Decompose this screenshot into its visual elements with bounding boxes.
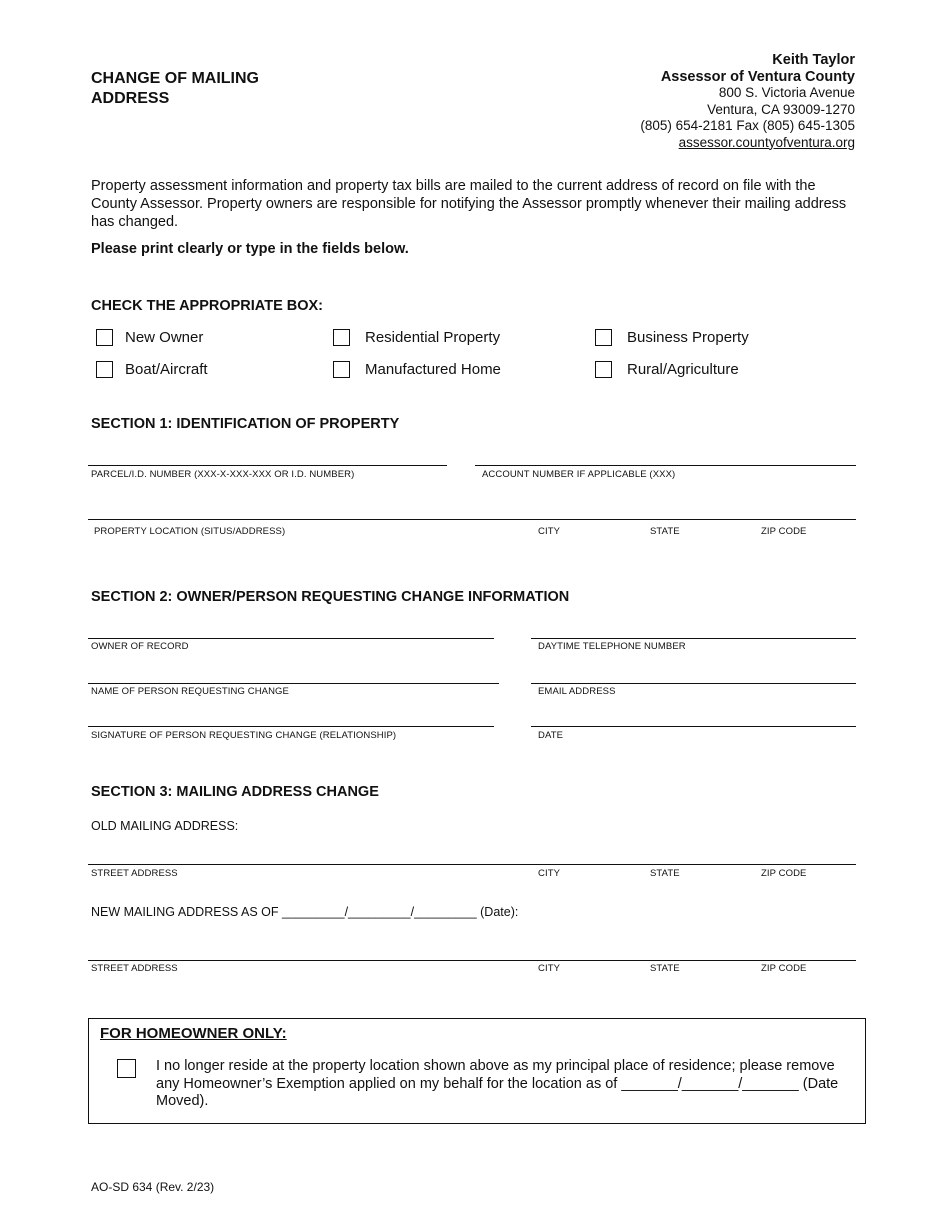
new-address-field[interactable] <box>88 960 856 961</box>
assessor-name: Keith Taylor <box>772 52 855 68</box>
assessor-phone-fax: (805) 654-2181 Fax (805) 645-1305 <box>640 118 855 133</box>
assessor-contact <box>640 52 855 151</box>
owner-of-record-label: OWNER OF RECORD <box>91 641 189 652</box>
email-address-label: EMAIL ADDRESS <box>538 686 616 697</box>
account-number-field[interactable] <box>475 465 856 466</box>
assessor-address-line1: 800 S. Victoria Avenue <box>718 85 855 100</box>
checkbox-residential-property[interactable] <box>333 329 500 346</box>
email-address-field[interactable] <box>531 683 856 684</box>
checkbox-new-owner[interactable] <box>96 329 203 346</box>
new-mailing-address-label: NEW MAILING ADDRESS AS OF _________/_________/_________ (Date): <box>91 905 519 919</box>
checkbox-business-property[interactable] <box>595 329 749 346</box>
checkbox-boat-aircraft[interactable] <box>96 361 208 378</box>
parcel-number-label: PARCEL/I.D. NUMBER (XXX-X-XXX-XXX OR I.D. NUMBER) <box>91 469 355 480</box>
signature-field[interactable] <box>88 726 494 727</box>
homeowner-checkbox[interactable] <box>117 1059 136 1078</box>
homeowner-statement: I no longer reside at the property location shown above as my principal place of residence; please remove any Homeowner’s Exemption applied on my behalf for the location as of _______/_______/_______ (Date Moved). <box>156 1058 839 1109</box>
checkbox-box[interactable] <box>595 329 612 346</box>
assessor-address-line2: Ventura, CA 93009-1270 <box>707 101 855 117</box>
homeowner-box <box>88 1018 866 1124</box>
old-state-label: STATE <box>650 868 680 879</box>
date-field[interactable] <box>531 726 856 727</box>
account-number-label: ACCOUNT NUMBER IF APPLICABLE (XXX) <box>482 469 676 480</box>
old-zip-label: ZIP CODE <box>761 868 807 879</box>
old-city-label: CITY <box>538 868 561 879</box>
daytime-phone-field[interactable] <box>531 638 856 639</box>
form-title: CHANGE OF MAILING ADDRESS <box>91 70 259 107</box>
old-address-field[interactable] <box>88 864 856 865</box>
requester-name-field[interactable] <box>88 683 499 684</box>
new-city-label: CITY <box>538 963 561 974</box>
checkbox-box[interactable] <box>96 361 113 378</box>
property-zip-label: ZIP CODE <box>761 526 807 537</box>
checkbox-rural-agriculture[interactable] <box>595 361 739 378</box>
property-state-label: STATE <box>650 526 680 537</box>
intro-paragraph: Property assessment information and property tax bills are mailed to the current address of record on file with the County Assessor. Property owners are responsible for notifying the Assessor promptly whenever their mailing address has changed. <box>91 178 847 230</box>
property-city-label: CITY <box>538 526 561 537</box>
owner-of-record-field[interactable] <box>88 638 494 639</box>
checkbox-label: Manufactured Home <box>365 361 501 378</box>
homeowner-heading: FOR HOMEOWNER ONLY: <box>100 1025 287 1042</box>
old-mailing-address-label: OLD MAILING ADDRESS: <box>91 819 239 833</box>
signature-label: SIGNATURE OF PERSON REQUESTING CHANGE (RELATIONSHIP) <box>91 730 397 741</box>
assessor-title: Assessor of Ventura County <box>660 68 855 85</box>
instructions: Please print clearly or type in the fields below. <box>91 241 409 257</box>
date-label: DATE <box>538 730 564 741</box>
checkbox-box[interactable] <box>333 361 350 378</box>
checkbox-manufactured-home[interactable] <box>333 361 501 378</box>
checkbox-box[interactable] <box>96 329 113 346</box>
section1-heading: SECTION 1: IDENTIFICATION OF PROPERTY <box>91 416 400 432</box>
new-street-label: STREET ADDRESS <box>91 963 178 974</box>
checkbox-box[interactable] <box>333 329 350 346</box>
section3-heading: SECTION 3: MAILING ADDRESS CHANGE <box>91 784 379 800</box>
property-location-field[interactable] <box>88 519 856 520</box>
checkbox-box[interactable] <box>595 361 612 378</box>
property-location-label: PROPERTY LOCATION (SITUS/ADDRESS) <box>94 526 286 537</box>
form-number: AO-SD 634 (Rev. 2/23) <box>91 1180 215 1194</box>
checkbox-label: Business Property <box>627 329 749 346</box>
check-box-heading: CHECK THE APPROPRIATE BOX: <box>91 298 324 314</box>
parcel-number-field[interactable] <box>88 465 447 466</box>
requester-name-label: NAME OF PERSON REQUESTING CHANGE <box>91 686 289 697</box>
checkbox-label: Residential Property <box>365 329 501 346</box>
checkbox-label: Rural/Agriculture <box>627 361 739 378</box>
old-street-label: STREET ADDRESS <box>91 868 178 879</box>
checkbox-label: Boat/Aircraft <box>125 361 208 378</box>
assessor-website-link[interactable]: assessor.countyofventura.org <box>678 134 855 150</box>
new-zip-label: ZIP CODE <box>761 963 807 974</box>
checkbox-label: New Owner <box>125 329 204 346</box>
daytime-phone-label: DAYTIME TELEPHONE NUMBER <box>538 641 686 652</box>
section2-heading: SECTION 2: OWNER/PERSON REQUESTING CHANGE INFORMATION <box>91 589 570 605</box>
new-state-label: STATE <box>650 963 680 974</box>
